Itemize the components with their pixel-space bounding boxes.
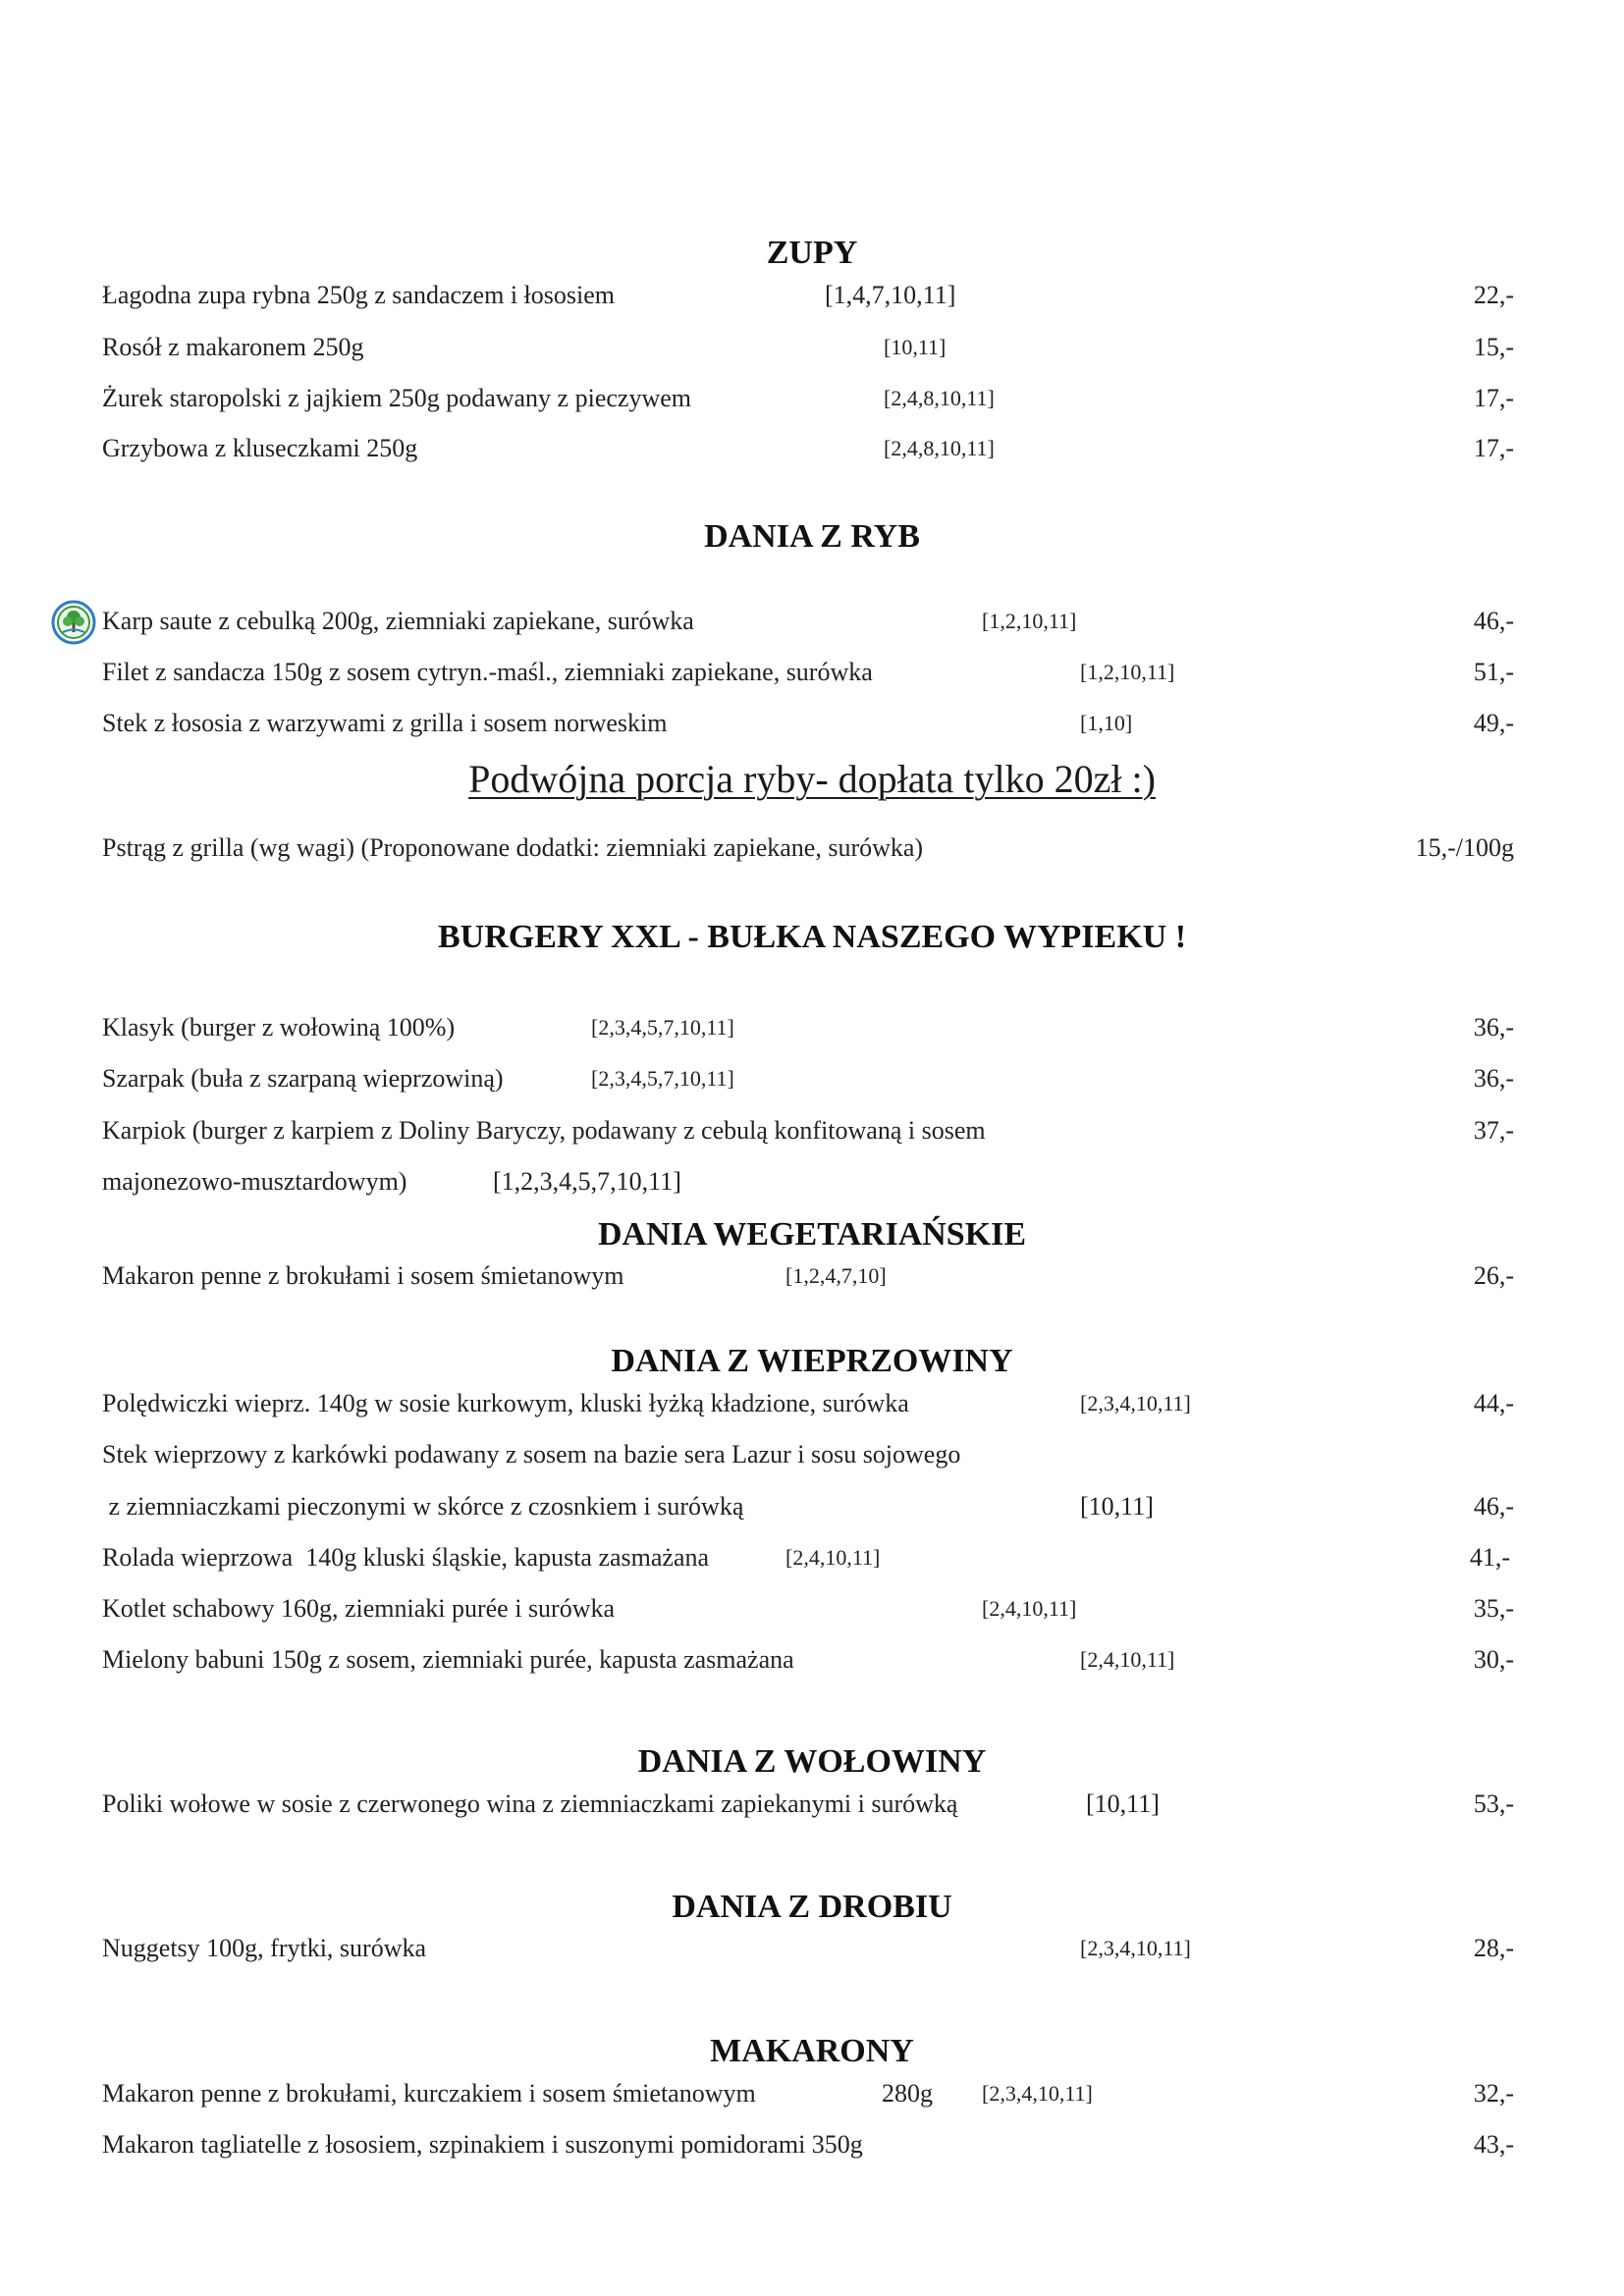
item-allergens: [10,11] [884, 335, 947, 359]
item-price: 17,- [1473, 434, 1514, 462]
section-title-zupy: ZUPY [766, 235, 858, 271]
item-allergens: [1,2,3,4,5,7,10,11] [493, 1167, 681, 1196]
item-allergens: [2,4,10,11] [785, 1545, 881, 1570]
item-name: Stek wieprzowy z karkówki podawany z sosem na bazie sera Lazur i sosu sojowego [102, 1440, 961, 1468]
section-title-burgery: BURGERY XXL - BUŁKA NASZEGO WYPIEKU ! [437, 919, 1187, 955]
item-allergens: [1,4,7,10,11] [825, 281, 956, 309]
item-name: Karp saute z cebulką 200g, ziemniaki zapiekane, surówka [102, 607, 694, 635]
section-title-wieprzowina: DANIA Z WIEPRZOWINY [611, 1343, 1013, 1379]
item-name: Makaron tagliatelle z łososiem, szpinakiem i suszonymi pomidorami 350g [102, 2130, 863, 2159]
item-name: Poliki wołowe w sosie z czerwonego wina z ziemniaczkami zapiekanymi i surówką [102, 1789, 958, 1818]
item-price: 41,- [1469, 1543, 1510, 1572]
item-allergens: [2,4,10,11] [1080, 1647, 1175, 1672]
item-name: Szarpak (buła z szarpaną wieprzowiną) [102, 1064, 504, 1093]
item-name-continued: z ziemniaczkami pieczonymi w skórce z czosnkiem i surówką [102, 1492, 744, 1521]
item-name: Pstrąg z grilla (wg wagi) (Proponowane dodatki: ziemniaki zapiekane, surówka) [102, 833, 924, 862]
item-price: 35,- [1473, 1594, 1514, 1623]
item-price: 32,- [1473, 2079, 1514, 2108]
item-allergens: [2,4,8,10,11] [884, 436, 995, 460]
item-name: Rolada wieprzowa 140g kluski śląskie, kapusta zasmażana [102, 1543, 710, 1572]
item-name: Karpiok (burger z karpiem z Doliny Baryczy, podawany z cebulą konfitowaną i sosem [102, 1116, 986, 1145]
item-allergens: [2,3,4,10,11] [1080, 1936, 1191, 1960]
item-allergens: [1,2,4,7,10] [785, 1263, 887, 1288]
item-name: Makaron penne z brokułami i sosem śmietanowym [102, 1261, 624, 1290]
item-price: 49,- [1473, 709, 1514, 737]
item-allergens: [2,3,4,5,7,10,11] [591, 1066, 734, 1091]
section-title-makarony: MAKARONY [710, 2033, 914, 2069]
item-name: Nuggetsy 100g, frytki, surówka [102, 1934, 427, 1962]
item-allergens: [1,2,10,11] [1080, 660, 1175, 684]
item-price: 15,- [1473, 333, 1514, 361]
item-allergens: [2,4,8,10,11] [884, 386, 995, 410]
promo-double-portion: Podwójna porcja ryby- dopłata tylko 20zł :) [468, 757, 1156, 801]
item-price: 36,- [1473, 1013, 1514, 1041]
item-price: 17,- [1473, 384, 1514, 412]
item-price: 26,- [1473, 1261, 1514, 1290]
item-allergens: [2,3,4,10,11] [1080, 1391, 1191, 1415]
item-name: Makaron penne z brokułami, kurczakiem i sosem śmietanowym [102, 2079, 756, 2108]
item-name: Rosół z makaronem 250g [102, 333, 364, 361]
item-name: Polędwiczki wieprz. 140g w sosie kurkowym, kluski łyżką kładzione, surówka [102, 1389, 909, 1417]
item-allergens: [1,2,10,11] [982, 609, 1077, 633]
item-price: 15,-/100g [1415, 833, 1514, 862]
item-price: 51,- [1473, 658, 1514, 686]
item-allergens: [1,10] [1080, 711, 1133, 735]
section-title-wolowina: DANIA Z WOŁOWINY [637, 1743, 987, 1780]
item-price: 43,- [1473, 2130, 1514, 2159]
item-name: Stek z łososia z warzywami z grilla i sosem norweskim [102, 709, 668, 737]
item-name: Grzybowa z kluseczkami 250g [102, 434, 418, 462]
item-allergens: [10,11] [1080, 1492, 1154, 1521]
item-weight: 280g [882, 2079, 933, 2108]
item-price: 28,- [1473, 1934, 1514, 1962]
item-price: 53,- [1473, 1789, 1514, 1818]
item-price: 46,- [1473, 1492, 1514, 1521]
section-title-drob: DANIA Z DROBIU [672, 1889, 952, 1925]
item-name-continued: majonezowo-musztardowym) [102, 1167, 407, 1196]
item-price: 30,- [1473, 1645, 1514, 1674]
item-name: Filet z sandacza 150g z sosem cytryn.-maśl., ziemniaki zapiekane, surówka [102, 658, 873, 686]
item-allergens: [2,4,10,11] [982, 1596, 1077, 1621]
item-price: 37,- [1473, 1116, 1514, 1145]
item-price: 44,- [1473, 1389, 1514, 1417]
regional-product-logo-icon [51, 600, 96, 645]
item-allergens: [2,3,4,10,11] [982, 2081, 1093, 2106]
item-name: Kotlet schabowy 160g, ziemniaki purée i surówka [102, 1594, 616, 1623]
item-name: Mielony babuni 150g z sosem, ziemniaki purée, kapusta zasmażana [102, 1645, 794, 1674]
item-name: Łagodna zupa rybna 250g z sandaczem i łososiem [102, 281, 615, 309]
item-price: 22,- [1473, 281, 1514, 309]
item-allergens: [10,11] [1086, 1789, 1160, 1818]
item-price: 46,- [1473, 607, 1514, 635]
item-price: 36,- [1473, 1064, 1514, 1093]
item-allergens: [2,3,4,5,7,10,11] [591, 1015, 734, 1040]
section-title-wege: DANIA WEGETARIAŃSKIE [597, 1216, 1027, 1253]
item-name: Żurek staropolski z jajkiem 250g podawany z pieczywem [102, 384, 691, 412]
section-title-ryby: DANIA Z RYB [704, 518, 920, 555]
item-name: Klasyk (burger z wołowiną 100%) [102, 1013, 456, 1041]
